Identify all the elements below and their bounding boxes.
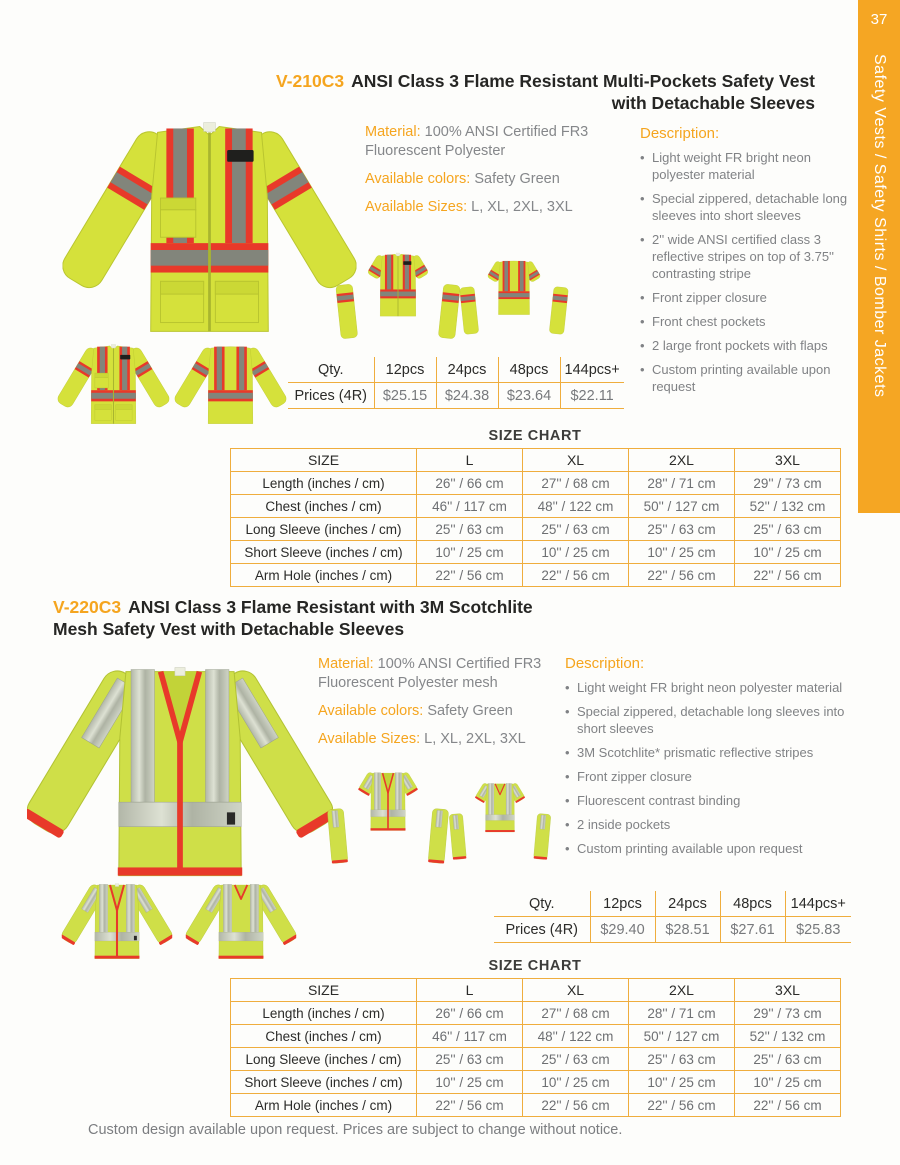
list-item: • Light weight FR bright neon polyester material [640,149,856,183]
table-row: Arm Hole (inches / cm) 22'' / 56 cm 22'' / 56 cm 22'' / 56 cm 22'' / 56 cm [231,564,841,587]
product2-material-row [318,655,570,693]
price-label: Prices (4R) [288,383,374,409]
list-item: • Custom printing available upon request [640,361,856,395]
table-row: SIZE L XL 2XL 3XL [231,449,841,472]
product1-vest-short-front-photo [333,247,463,345]
material-value: 100% ANSI Certified FR3 Fluorescent Polyester mesh [318,656,542,691]
description-label: Description: [565,655,645,672]
product1-price-table [288,357,624,409]
product1-vest-short-back-photo [458,249,570,345]
product2-description [565,655,857,864]
product1-colors-row [365,170,633,189]
qty-cell: 48pcs [720,891,785,917]
qty-label: Qty. [288,357,374,383]
footer-note: Custom design available upon request. Prices are subject to change without notice. [88,1122,623,1138]
product2-title-line2: Mesh Safety Vest with Detachable Sleeves [53,619,405,639]
product2-vest-long-back-small-photo [181,874,301,966]
table-row [288,383,624,409]
table-row [494,917,851,943]
product2-size-chart-title: SIZE CHART [488,958,582,974]
price-cell: $24.38 [436,383,498,409]
list-item: • 2'' wide ANSI certified class 3 reflective stripes on top of 3.75'' contrasting stripe [640,231,856,282]
colors-label: Available colors: [318,703,424,719]
product1-sizes-row [365,198,633,217]
product2-vest-short-front-photo [326,758,450,884]
qty-label: Qty. [494,891,590,917]
table-row: Short Sleeve (inches / cm) 10'' / 25 cm 10'' / 25 cm 10'' / 25 cm 10'' / 25 cm [231,1071,841,1094]
qty-cell: 144pcs+ [560,357,624,383]
table-row: SIZE L XL 2XL 3XL [231,979,841,1002]
product1-info [365,123,633,226]
qty-cell: 48pcs [498,357,560,383]
table-row [288,357,624,383]
product2-vest-front-long-photo [26,641,334,896]
product2-price-table [494,891,851,943]
price-cell: $29.40 [590,917,655,943]
list-item: • Special zippered, detachable long sleeves into short sleeves [565,703,857,737]
product1-size-chart-title: SIZE CHART [488,428,582,444]
qty-cell: 24pcs [655,891,720,917]
colors-value: Safety Green [427,703,513,719]
page-number: 37 [870,11,888,28]
sizes-label: Available Sizes: [318,731,421,747]
product1-material-row [365,123,633,161]
price-cell: $28.51 [655,917,720,943]
price-cell: $25.15 [374,383,436,409]
product2-title-line1: ANSI Class 3 Flame Resistant with 3M Scotchlite [128,597,533,617]
product2-info [318,655,570,758]
product1-vest-long-front-small-photo [54,337,173,430]
product2-sizes-row [318,730,570,749]
table-row: Length (inches / cm) 26'' / 66 cm 27'' / 68 cm 28'' / 71 cm 29'' / 73 cm [231,1002,841,1025]
list-item: • Custom printing available upon request [565,840,857,857]
list-item: • 2 inside pockets [565,816,857,833]
product1-size-chart [230,448,841,587]
product2-title [53,596,673,640]
table-row: Short Sleeve (inches / cm) 10'' / 25 cm 10'' / 25 cm 10'' / 25 cm 10'' / 25 cm [231,541,841,564]
sizes-value: L, XL, 2XL, 3XL [424,731,526,747]
table-row: Arm Hole (inches / cm) 22'' / 56 cm 22'' / 56 cm 22'' / 56 cm 22'' / 56 cm [231,1094,841,1117]
list-item: • Fluorescent contrast binding [565,792,857,809]
sizes-value: L, XL, 2XL, 3XL [471,199,573,215]
colors-value: Safety Green [474,171,560,187]
qty-cell: 12pcs [374,357,436,383]
table-row: Chest (inches / cm) 46'' / 117 cm 48'' / 122 cm 50'' / 127 cm 52'' / 132 cm [231,1025,841,1048]
colors-label: Available colors: [365,171,471,187]
product1-description [640,125,856,402]
price-label: Prices (4R) [494,917,590,943]
price-cell: $22.11 [560,383,624,409]
qty-cell: 12pcs [590,891,655,917]
product1-vest-long-back-small-photo [171,337,290,430]
price-cell: $23.64 [498,383,560,409]
product1-title-line1: ANSI Class 3 Flame Resistant Multi-Pockets Safety Vest [351,71,815,91]
table-row: Long Sleeve (inches / cm) 25'' / 63 cm 25'' / 63 cm 25'' / 63 cm 25'' / 63 cm [231,518,841,541]
list-item: • Front chest pockets [640,313,856,330]
sidebar-label: Safety Vests / Safety Shirts / Bomber Jackets [871,54,888,398]
product2-size-chart [230,978,841,1117]
list-item: • Light weight FR bright neon polyester material [565,679,857,696]
product1-code: V-210C3 [275,71,345,91]
product2-description-list [565,679,857,857]
product2-vest-long-front-small-photo [56,874,178,966]
list-item: • 2 large front pockets with flaps [640,337,856,354]
sidebar-category-tab [858,0,900,513]
sizes-label: Available Sizes: [365,199,468,215]
qty-cell: 24pcs [436,357,498,383]
product1-description-list [640,149,856,395]
table-row: Chest (inches / cm) 46'' / 117 cm 48'' / 122 cm 50'' / 127 cm 52'' / 132 cm [231,495,841,518]
table-row [494,891,851,917]
product1-vest-front-long-photo [52,103,367,348]
list-item: • Special zippered, detachable long sleeves into short sleeves [640,190,856,224]
product1-title-line2: with Detachable Sleeves [611,93,815,113]
list-item: • Front zipper closure [640,289,856,306]
material-label: Material: [365,124,421,140]
table-row: Length (inches / cm) 26'' / 66 cm 27'' / 68 cm 28'' / 71 cm 29'' / 73 cm [231,472,841,495]
price-cell: $27.61 [720,917,785,943]
product2-colors-row [318,702,570,721]
material-label: Material: [318,656,374,672]
description-label: Description: [640,125,720,142]
price-cell: $25.83 [785,917,851,943]
table-row: Long Sleeve (inches / cm) 25'' / 63 cm 25'' / 63 cm 25'' / 63 cm 25'' / 63 cm [231,1048,841,1071]
material-value: 100% ANSI Certified FR3 Fluorescent Polyester [365,124,589,159]
product2-vest-short-back-photo [448,764,552,884]
list-item: • Front zipper closure [565,768,857,785]
qty-cell: 144pcs+ [785,891,851,917]
product2-code: V-220C3 [53,597,122,617]
list-item: • 3M Scotchlite* prismatic reflective stripes [565,744,857,761]
